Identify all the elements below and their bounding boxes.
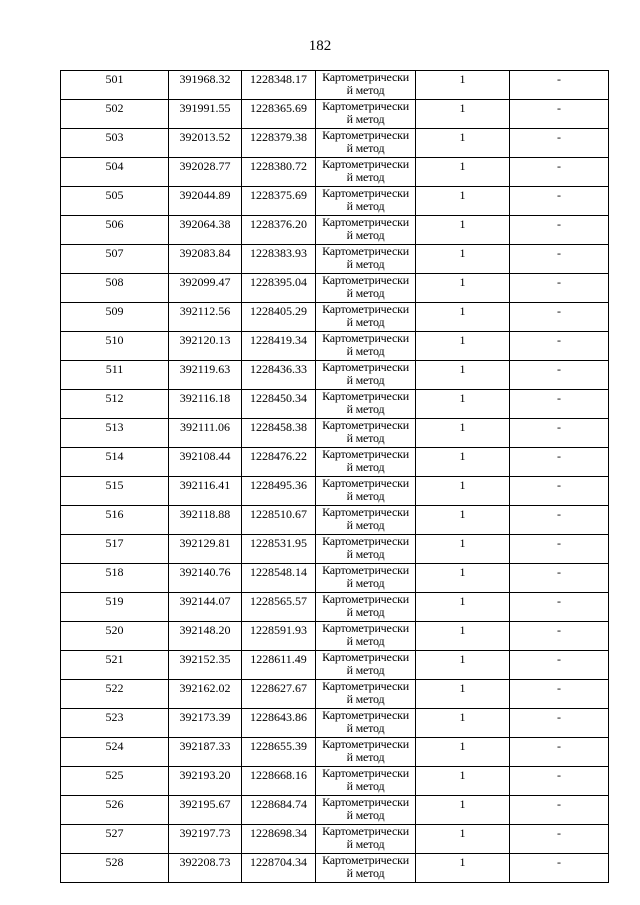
table-row [61,680,609,709]
table-row [61,854,609,883]
point-number-cell: 520 [61,622,169,651]
method-cell [316,71,416,100]
x-coordinate-cell: 392116.41 [169,477,242,506]
method-line-2: й метод [346,721,385,735]
x-coordinate-cell: 392120.13 [169,332,242,361]
point-number-cell: 528 [61,854,169,883]
method-cell [316,187,416,216]
accuracy-cell: 1 [416,361,510,390]
method-line-1: Картометрически [322,505,409,519]
page-number: 182 [308,38,332,54]
point-number-cell: 510 [61,332,169,361]
note-cell: - [510,622,609,651]
note-cell: - [510,535,609,564]
table-row [61,651,609,680]
point-number-cell: 516 [61,506,169,535]
method-line-2: й метод [346,228,385,242]
x-coordinate-cell: 392013.52 [169,129,242,158]
table-row [61,477,609,506]
note-cell: - [510,651,609,680]
table-row [61,622,609,651]
accuracy-cell: 1 [416,390,510,419]
x-coordinate-cell: 392152.35 [169,651,242,680]
table-row [61,158,609,187]
accuracy-cell: 1 [416,332,510,361]
accuracy-cell: 1 [416,274,510,303]
point-number-cell: 505 [61,187,169,216]
accuracy-cell: 1 [416,245,510,274]
y-coordinate-cell: 1228591.93 [242,622,316,651]
y-coordinate-cell: 1228684.74 [242,796,316,825]
method-line-1: Картометрически [322,737,409,751]
x-coordinate-cell: 392193.20 [169,767,242,796]
x-coordinate-cell: 392064.38 [169,216,242,245]
method-line-2: й метод [346,112,385,126]
note-cell: - [510,767,609,796]
method-cell [316,129,416,158]
table-row [61,506,609,535]
y-coordinate-cell: 1228380.72 [242,158,316,187]
method-line-1: Картометрически [322,360,409,374]
method-line-1: Картометрически [322,244,409,258]
x-coordinate-cell: 392099.47 [169,274,242,303]
method-line-1: Картометрически [322,563,409,577]
point-number-cell: 501 [61,71,169,100]
y-coordinate-cell: 1228376.20 [242,216,316,245]
method-cell [316,361,416,390]
point-number-cell: 517 [61,535,169,564]
accuracy-cell: 1 [416,825,510,854]
x-coordinate-cell: 392028.77 [169,158,242,187]
method-cell [316,767,416,796]
accuracy-cell: 1 [416,535,510,564]
accuracy-cell: 1 [416,506,510,535]
table-row [61,738,609,767]
method-line-2: й метод [346,663,385,677]
x-coordinate-cell: 392208.73 [169,854,242,883]
method-line-1: Картометрически [322,853,409,867]
method-line-2: й метод [346,489,385,503]
note-cell: - [510,680,609,709]
x-coordinate-cell: 392108.44 [169,448,242,477]
table-row [61,593,609,622]
point-number-cell: 507 [61,245,169,274]
point-number-cell: 506 [61,216,169,245]
point-number-cell: 515 [61,477,169,506]
method-line-2: й метод [346,431,385,445]
method-cell [316,622,416,651]
point-number-cell: 521 [61,651,169,680]
table-row [61,187,609,216]
y-coordinate-cell: 1228348.17 [242,71,316,100]
x-coordinate-cell: 391991.55 [169,100,242,129]
method-line-1: Картометрически [322,592,409,606]
method-line-1: Картометрически [322,331,409,345]
y-coordinate-cell: 1228704.34 [242,854,316,883]
method-line-1: Картометрически [322,766,409,780]
x-coordinate-cell: 392116.18 [169,390,242,419]
table-row [61,709,609,738]
y-coordinate-cell: 1228495.36 [242,477,316,506]
method-cell [316,593,416,622]
table-row [61,129,609,158]
accuracy-cell: 1 [416,71,510,100]
method-cell [316,274,416,303]
accuracy-cell: 1 [416,564,510,593]
accuracy-cell: 1 [416,187,510,216]
coordinates-table [60,70,609,883]
note-cell: - [510,274,609,303]
method-line-2: й метод [346,547,385,561]
method-cell [316,796,416,825]
method-line-2: й метод [346,779,385,793]
method-line-1: Картометрически [322,99,409,113]
method-line-2: й метод [346,808,385,822]
method-line-1: Картометрически [322,389,409,403]
method-cell [316,854,416,883]
x-coordinate-cell: 392083.84 [169,245,242,274]
y-coordinate-cell: 1228655.39 [242,738,316,767]
method-cell [316,390,416,419]
x-coordinate-cell: 392140.76 [169,564,242,593]
method-line-1: Картометрически [322,534,409,548]
method-line-2: й метод [346,750,385,764]
x-coordinate-cell: 391968.32 [169,71,242,100]
table-row [61,796,609,825]
y-coordinate-cell: 1228611.49 [242,651,316,680]
note-cell: - [510,187,609,216]
method-line-1: Картометрически [322,621,409,635]
method-cell [316,419,416,448]
y-coordinate-cell: 1228383.93 [242,245,316,274]
y-coordinate-cell: 1228379.38 [242,129,316,158]
method-line-2: й метод [346,257,385,271]
method-line-2: й метод [346,605,385,619]
note-cell: - [510,738,609,767]
table-row [61,71,609,100]
table-row [61,419,609,448]
note-cell: - [510,564,609,593]
method-line-1: Картометрически [322,708,409,722]
note-cell: - [510,506,609,535]
method-line-2: й метод [346,83,385,97]
point-number-cell: 504 [61,158,169,187]
point-number-cell: 522 [61,680,169,709]
method-line-1: Картометрически [322,70,409,84]
y-coordinate-cell: 1228436.33 [242,361,316,390]
accuracy-cell: 1 [416,709,510,738]
method-line-1: Картометрически [322,273,409,287]
point-number-cell: 503 [61,129,169,158]
method-line-2: й метод [346,692,385,706]
table-body [61,71,609,883]
note-cell: - [510,390,609,419]
method-cell [316,216,416,245]
table-row [61,825,609,854]
accuracy-cell: 1 [416,100,510,129]
y-coordinate-cell: 1228548.14 [242,564,316,593]
method-line-1: Картометрически [322,302,409,316]
y-coordinate-cell: 1228450.34 [242,390,316,419]
method-cell [316,651,416,680]
method-line-1: Картометрически [322,447,409,461]
table-row [61,100,609,129]
table-row [61,216,609,245]
point-number-cell: 513 [61,419,169,448]
table-row [61,564,609,593]
point-number-cell: 508 [61,274,169,303]
y-coordinate-cell: 1228531.95 [242,535,316,564]
note-cell: - [510,854,609,883]
method-line-1: Картометрически [322,215,409,229]
method-cell [316,564,416,593]
y-coordinate-cell: 1228510.67 [242,506,316,535]
method-line-2: й метод [346,460,385,474]
method-cell [316,680,416,709]
y-coordinate-cell: 1228365.69 [242,100,316,129]
table-row [61,448,609,477]
accuracy-cell: 1 [416,767,510,796]
point-number-cell: 526 [61,796,169,825]
note-cell: - [510,825,609,854]
point-number-cell: 523 [61,709,169,738]
note-cell: - [510,796,609,825]
method-line-1: Картометрически [322,157,409,171]
method-line-2: й метод [346,866,385,880]
table-row [61,361,609,390]
note-cell: - [510,332,609,361]
x-coordinate-cell: 392111.06 [169,419,242,448]
note-cell: - [510,129,609,158]
method-line-2: й метод [346,402,385,416]
x-coordinate-cell: 392129.81 [169,535,242,564]
x-coordinate-cell: 392118.88 [169,506,242,535]
y-coordinate-cell: 1228668.16 [242,767,316,796]
note-cell: - [510,158,609,187]
accuracy-cell: 1 [416,419,510,448]
table-row [61,390,609,419]
y-coordinate-cell: 1228627.67 [242,680,316,709]
method-cell [316,158,416,187]
method-line-1: Картометрически [322,418,409,432]
x-coordinate-cell: 392187.33 [169,738,242,767]
method-line-1: Картометрически [322,476,409,490]
method-line-1: Картометрически [322,795,409,809]
method-line-1: Картометрически [322,186,409,200]
x-coordinate-cell: 392112.56 [169,303,242,332]
point-number-cell: 518 [61,564,169,593]
method-cell [316,535,416,564]
method-cell [316,245,416,274]
accuracy-cell: 1 [416,129,510,158]
y-coordinate-cell: 1228565.57 [242,593,316,622]
method-line-1: Картометрически [322,128,409,142]
method-line-2: й метод [346,199,385,213]
method-cell [316,825,416,854]
method-line-2: й метод [346,634,385,648]
method-line-2: й метод [346,837,385,851]
table-row [61,274,609,303]
method-line-2: й метод [346,286,385,300]
accuracy-cell: 1 [416,448,510,477]
note-cell: - [510,419,609,448]
y-coordinate-cell: 1228375.69 [242,187,316,216]
method-line-2: й метод [346,518,385,532]
table-row [61,303,609,332]
point-number-cell: 524 [61,738,169,767]
method-cell [316,709,416,738]
point-number-cell: 512 [61,390,169,419]
note-cell: - [510,361,609,390]
method-cell [316,506,416,535]
method-cell [316,100,416,129]
point-number-cell: 527 [61,825,169,854]
table-row [61,767,609,796]
point-number-cell: 519 [61,593,169,622]
note-cell: - [510,100,609,129]
y-coordinate-cell: 1228395.04 [242,274,316,303]
accuracy-cell: 1 [416,854,510,883]
method-line-2: й метод [346,315,385,329]
method-line-1: Картометрически [322,650,409,664]
note-cell: - [510,709,609,738]
x-coordinate-cell: 392195.67 [169,796,242,825]
method-line-2: й метод [346,576,385,590]
accuracy-cell: 1 [416,622,510,651]
x-coordinate-cell: 392148.20 [169,622,242,651]
note-cell: - [510,448,609,477]
y-coordinate-cell: 1228476.22 [242,448,316,477]
accuracy-cell: 1 [416,593,510,622]
method-cell [316,738,416,767]
method-cell [316,448,416,477]
table-row [61,535,609,564]
accuracy-cell: 1 [416,796,510,825]
accuracy-cell: 1 [416,477,510,506]
accuracy-cell: 1 [416,680,510,709]
accuracy-cell: 1 [416,216,510,245]
table-row [61,245,609,274]
method-line-2: й метод [346,344,385,358]
x-coordinate-cell: 392173.39 [169,709,242,738]
table-row [61,332,609,361]
x-coordinate-cell: 392162.02 [169,680,242,709]
accuracy-cell: 1 [416,738,510,767]
y-coordinate-cell: 1228458.38 [242,419,316,448]
point-number-cell: 525 [61,767,169,796]
note-cell: - [510,477,609,506]
y-coordinate-cell: 1228643.86 [242,709,316,738]
x-coordinate-cell: 392119.63 [169,361,242,390]
note-cell: - [510,593,609,622]
note-cell: - [510,216,609,245]
note-cell: - [510,71,609,100]
method-line-2: й метод [346,373,385,387]
method-line-1: Картометрически [322,824,409,838]
x-coordinate-cell: 392144.07 [169,593,242,622]
point-number-cell: 509 [61,303,169,332]
accuracy-cell: 1 [416,651,510,680]
y-coordinate-cell: 1228405.29 [242,303,316,332]
x-coordinate-cell: 392197.73 [169,825,242,854]
y-coordinate-cell: 1228419.34 [242,332,316,361]
y-coordinate-cell: 1228698.34 [242,825,316,854]
point-number-cell: 511 [61,361,169,390]
accuracy-cell: 1 [416,158,510,187]
method-cell [316,332,416,361]
method-cell [316,303,416,332]
method-line-1: Картометрически [322,679,409,693]
x-coordinate-cell: 392044.89 [169,187,242,216]
accuracy-cell: 1 [416,303,510,332]
method-line-2: й метод [346,141,385,155]
method-line-2: й метод [346,170,385,184]
note-cell: - [510,303,609,332]
point-number-cell: 502 [61,100,169,129]
note-cell: - [510,245,609,274]
point-number-cell: 514 [61,448,169,477]
method-cell [316,477,416,506]
